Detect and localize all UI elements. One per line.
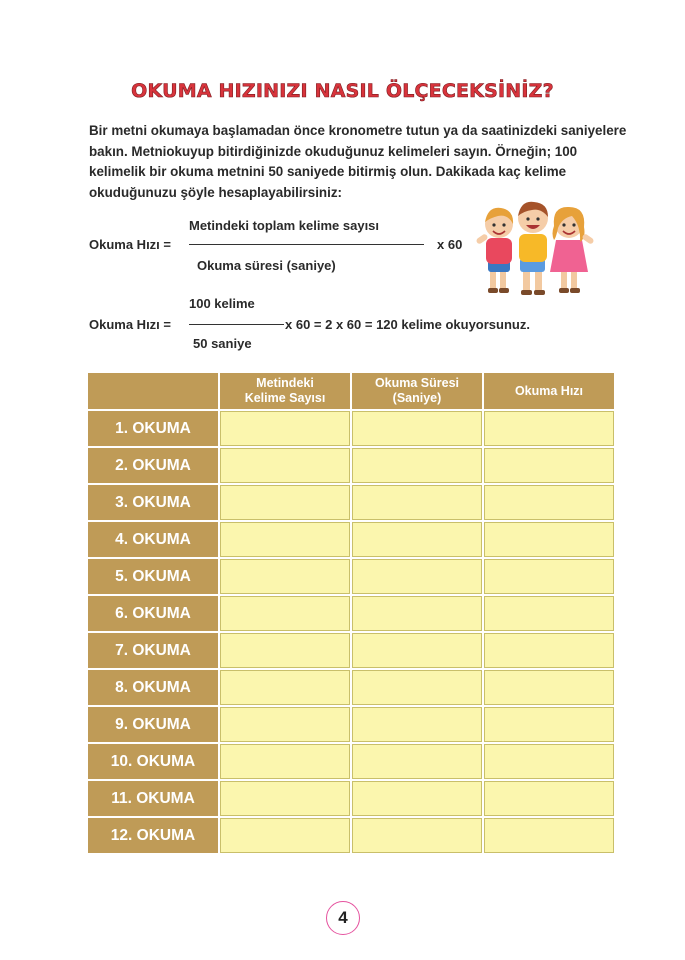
- row-label: 2. OKUMA: [88, 448, 218, 483]
- row-label: 1. OKUMA: [88, 411, 218, 446]
- table-row: [88, 522, 614, 557]
- row-label: 9. OKUMA: [88, 707, 218, 742]
- table-row: [88, 448, 614, 483]
- word-count-cell[interactable]: [220, 670, 350, 705]
- reading-time-cell[interactable]: [352, 448, 482, 483]
- table-row: [88, 670, 614, 705]
- reading-time-cell[interactable]: [352, 633, 482, 668]
- header-word-count: Metindeki Kelime Sayısı: [220, 373, 350, 409]
- reading-speed-cell[interactable]: [484, 596, 614, 631]
- reading-time-cell[interactable]: [352, 744, 482, 779]
- header-reading-speed: Okuma Hızı: [484, 373, 614, 409]
- table-row: [88, 707, 614, 742]
- formula2-denominator: 50 saniye: [193, 336, 252, 351]
- formula1-fraction-line: [189, 244, 424, 245]
- table-row: [88, 744, 614, 779]
- reading-time-cell[interactable]: [352, 522, 482, 557]
- formula1-label: Okuma Hızı =: [89, 237, 171, 252]
- table-row: [88, 559, 614, 594]
- header-reading-time: Okuma Süresi (Saniye): [352, 373, 482, 409]
- reading-time-cell[interactable]: [352, 485, 482, 520]
- page-title: OKUMA HIZINIZI NASIL ÖLÇECEKSİNİZ?: [131, 80, 554, 102]
- word-count-cell[interactable]: [220, 522, 350, 557]
- word-count-cell[interactable]: [220, 596, 350, 631]
- child-right: [550, 207, 595, 293]
- word-count-cell[interactable]: [220, 818, 350, 853]
- row-label: 3. OKUMA: [88, 485, 218, 520]
- formula2-fraction-line: [189, 324, 284, 325]
- row-label: 8. OKUMA: [88, 670, 218, 705]
- word-count-cell[interactable]: [220, 448, 350, 483]
- table-row: [88, 781, 614, 816]
- reading-speed-cell[interactable]: [484, 411, 614, 446]
- table-row: [88, 818, 614, 853]
- reading-time-cell[interactable]: [352, 707, 482, 742]
- reading-time-cell[interactable]: [352, 670, 482, 705]
- reading-speed-cell[interactable]: [484, 559, 614, 594]
- intro-paragraph: Bir metni okumaya başlamadan önce kronometre tutun ya da saatinizdeki saniyelere bakın. Metniokuyup bitirdiğinizde okuduğunuz kelimeleri sayın. Örneğin; 100 kelimelik bir okuma metnini 50 saniyede bitirmiş olun. Dakikada kaç kelime okuduğunuzu şöyle hesaplayabilirsiniz:: [89, 123, 627, 200]
- row-label: 12. OKUMA: [88, 818, 218, 853]
- row-label: 10. OKUMA: [88, 744, 218, 779]
- reading-time-cell[interactable]: [352, 411, 482, 446]
- formula1-numerator: Metindeki toplam kelime sayısı: [189, 218, 380, 233]
- word-count-cell[interactable]: [220, 781, 350, 816]
- row-label: 6. OKUMA: [88, 596, 218, 631]
- table-corner-cell: [88, 373, 218, 409]
- row-label: 7. OKUMA: [88, 633, 218, 668]
- child-left: [475, 208, 513, 293]
- word-count-cell[interactable]: [220, 559, 350, 594]
- word-count-cell[interactable]: [220, 633, 350, 668]
- row-label: 4. OKUMA: [88, 522, 218, 557]
- reading-speed-cell[interactable]: [484, 522, 614, 557]
- formula2-numerator: 100 kelime: [189, 296, 255, 311]
- table-row: [88, 485, 614, 520]
- table-row: [88, 596, 614, 631]
- word-count-cell[interactable]: [220, 411, 350, 446]
- child-middle: [518, 202, 548, 295]
- formula2-result: x 60 = 2 x 60 = 120 kelime okuyorsunuz.: [285, 317, 530, 332]
- reading-speed-table: [86, 371, 616, 855]
- formula2-label: Okuma Hızı =: [89, 317, 171, 332]
- reading-speed-cell[interactable]: [484, 744, 614, 779]
- table-row: [88, 411, 614, 446]
- reading-speed-cell[interactable]: [484, 448, 614, 483]
- reading-time-cell[interactable]: [352, 559, 482, 594]
- reading-speed-cell[interactable]: [484, 485, 614, 520]
- children-illustration: [468, 200, 598, 300]
- table-header-row: [88, 373, 614, 409]
- page-number: 4: [326, 901, 360, 935]
- row-label: 11. OKUMA: [88, 781, 218, 816]
- word-count-cell[interactable]: [220, 485, 350, 520]
- reading-time-cell[interactable]: [352, 781, 482, 816]
- word-count-cell[interactable]: [220, 707, 350, 742]
- reading-time-cell[interactable]: [352, 818, 482, 853]
- word-count-cell[interactable]: [220, 744, 350, 779]
- table-row: [88, 633, 614, 668]
- reading-speed-cell[interactable]: [484, 707, 614, 742]
- row-label: 5. OKUMA: [88, 559, 218, 594]
- formula1-multiplier: x 60: [437, 237, 463, 252]
- formula1-denominator: Okuma süresi (saniye): [197, 258, 336, 273]
- reading-speed-cell[interactable]: [484, 670, 614, 705]
- reading-speed-cell[interactable]: [484, 818, 614, 853]
- reading-time-cell[interactable]: [352, 596, 482, 631]
- reading-speed-cell[interactable]: [484, 781, 614, 816]
- reading-speed-cell[interactable]: [484, 633, 614, 668]
